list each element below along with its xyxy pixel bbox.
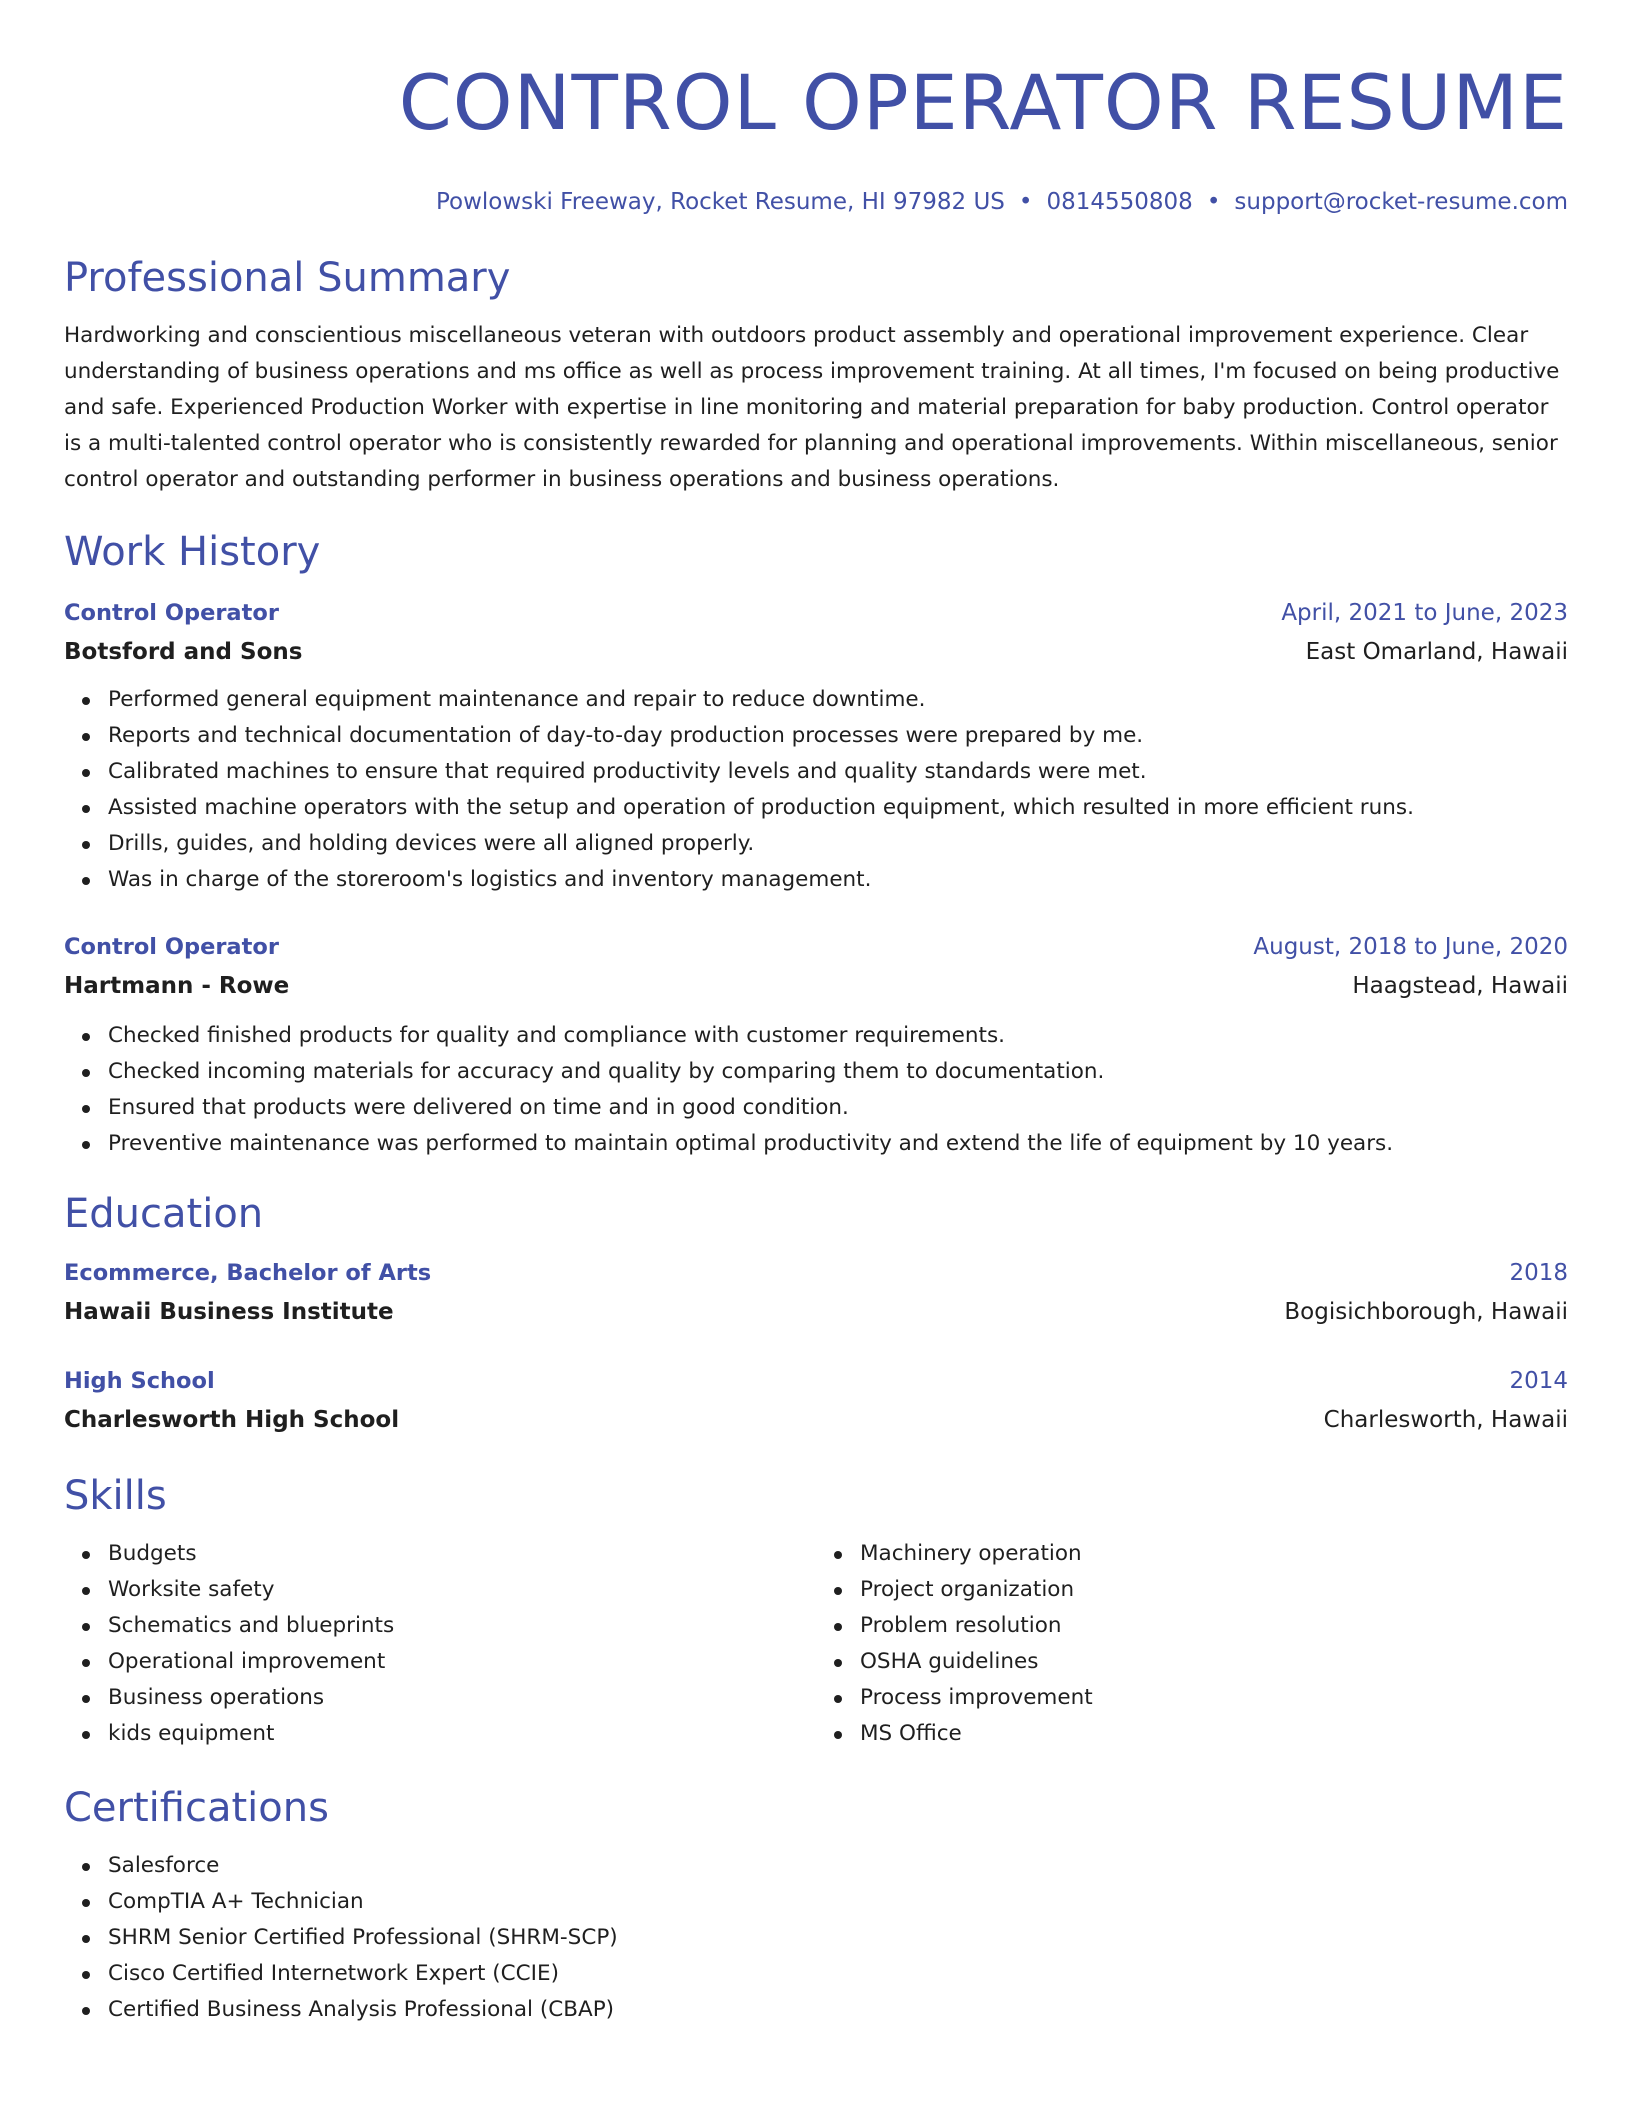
list-item: Performed general equipment maintenance and repair to reduce downtime.	[108, 682, 1568, 718]
list-item: Checked incoming materials for accuracy and quality by comparing them to documentation.	[108, 1054, 1568, 1090]
education-year: 2018	[1509, 1260, 1568, 1286]
education-school: Charlesworth High School	[64, 1407, 400, 1433]
job-bullets	[64, 1018, 1568, 1162]
skills-list-right	[816, 1536, 1568, 1752]
contact-line	[64, 186, 1568, 218]
certifications-heading: Certifications	[64, 1785, 329, 1831]
job-role: Control Operator	[64, 600, 279, 626]
summary-text: Hardworking and conscientious miscellaneous veteran with outdoors product assembly and operational improvement experience. Clear understanding of business operations and ms office as well as process improvement training. At all times, I'm focused on being productive and safe. Experienced Production Worker with expertise in line monitoring and material preparation for baby production. Control operator is a multi-talented control operator who is consistently rewarded for planning and operational improvements. Within miscellaneous, senior control operator and outstanding performer in business operations and business operations.	[64, 323, 1560, 492]
job-company: Hartmann - Rowe	[64, 973, 290, 999]
skill-item: Business operations	[108, 1680, 816, 1716]
resume-title: CONTROL OPERATOR RESUME	[398, 58, 1568, 147]
skills-section	[64, 1470, 1568, 1752]
list-item: Preventive maintenance was performed to maintain optimal productivity and extend the life of equipment by 10 years.	[108, 1126, 1568, 1162]
skill-item: MS Office	[860, 1716, 1568, 1752]
education-school: Hawaii Business Institute	[64, 1299, 394, 1325]
list-item: Calibrated machines to ensure that required productivity levels and quality standards were met.	[108, 754, 1568, 790]
skill-item: Machinery operation	[860, 1536, 1568, 1572]
contact-separator: •	[1206, 189, 1221, 215]
education-degree: High School	[64, 1368, 215, 1394]
work-history-section	[64, 526, 1568, 1162]
job-org-row	[64, 632, 1568, 672]
education-header-row	[64, 1362, 1568, 1400]
skill-item: Operational improvement	[108, 1644, 816, 1680]
education-school-row	[64, 1400, 1568, 1440]
job-dates: August, 2018 to June, 2020	[1253, 934, 1568, 960]
certification-item: Cisco Certified Internetwork Expert (CCIE)	[108, 1956, 1568, 1992]
contact-address: Powlowski Freeway, Rocket Resume, HI 97982 US	[435, 189, 1005, 215]
job-entry	[64, 928, 1568, 1162]
education-section	[64, 1188, 1568, 1440]
job-org-row	[64, 966, 1568, 1006]
list-item: Was in charge of the storeroom's logistics and inventory management.	[108, 862, 1568, 898]
skill-item: kids equipment	[108, 1716, 816, 1752]
contact-separator: •	[1018, 189, 1033, 215]
list-item: Assisted machine operators with the setup and operation of production equipment, which resulted in more efficient runs.	[108, 790, 1568, 826]
skill-item: Problem resolution	[860, 1608, 1568, 1644]
skill-item: Budgets	[108, 1536, 816, 1572]
certifications-section	[64, 1782, 1568, 2028]
education-header-row	[64, 1254, 1568, 1292]
skill-item: Worksite safety	[108, 1572, 816, 1608]
certification-item: Certified Business Analysis Professional (CBAP)	[108, 1992, 1568, 2028]
education-year: 2014	[1509, 1368, 1568, 1394]
education-location: Charlesworth, Hawaii	[1323, 1407, 1568, 1433]
summary-section	[64, 252, 1568, 498]
skills-heading: Skills	[64, 1473, 167, 1519]
contact-phone[interactable]: 0814550808	[1046, 189, 1193, 215]
summary-heading: Professional Summary	[64, 255, 511, 301]
education-entry	[64, 1254, 1568, 1332]
job-location: East Omarland, Hawaii	[1305, 639, 1568, 665]
job-bullets	[64, 682, 1568, 898]
skill-item: Project organization	[860, 1572, 1568, 1608]
work-history-heading: Work History	[64, 529, 321, 575]
education-heading: Education	[64, 1191, 264, 1237]
certification-item: Salesforce	[108, 1848, 1568, 1884]
education-entry	[64, 1362, 1568, 1440]
skill-item: OSHA guidelines	[860, 1644, 1568, 1680]
job-role: Control Operator	[64, 934, 279, 960]
job-dates: April, 2021 to June, 2023	[1281, 600, 1568, 626]
job-location: Haagstead, Hawaii	[1352, 973, 1568, 999]
list-item: Ensured that products were delivered on time and in good condition.	[108, 1090, 1568, 1126]
education-school-row	[64, 1292, 1568, 1332]
skills-grid	[64, 1536, 1568, 1752]
skills-list-left	[64, 1536, 816, 1752]
list-item: Checked finished products for quality and compliance with customer requirements.	[108, 1018, 1568, 1054]
education-location: Bogisichborough, Hawaii	[1284, 1299, 1568, 1325]
skill-item: Process improvement	[860, 1680, 1568, 1716]
certifications-list	[64, 1848, 1568, 2028]
certification-item: CompTIA A+ Technician	[108, 1884, 1568, 1920]
contact-email[interactable]: support@rocket-resume.com	[1234, 189, 1568, 215]
list-item: Drills, guides, and holding devices were all aligned properly.	[108, 826, 1568, 862]
job-header-row	[64, 928, 1568, 966]
job-company: Botsford and Sons	[64, 639, 303, 665]
skill-item: Schematics and blueprints	[108, 1608, 816, 1644]
job-header-row	[64, 594, 1568, 632]
education-degree: Ecommerce, Bachelor of Arts	[64, 1260, 432, 1286]
list-item: Reports and technical documentation of day-to-day production processes were prepared by me.	[108, 718, 1568, 754]
certification-item: SHRM Senior Certified Professional (SHRM-SCP)	[108, 1920, 1568, 1956]
job-entry	[64, 594, 1568, 898]
